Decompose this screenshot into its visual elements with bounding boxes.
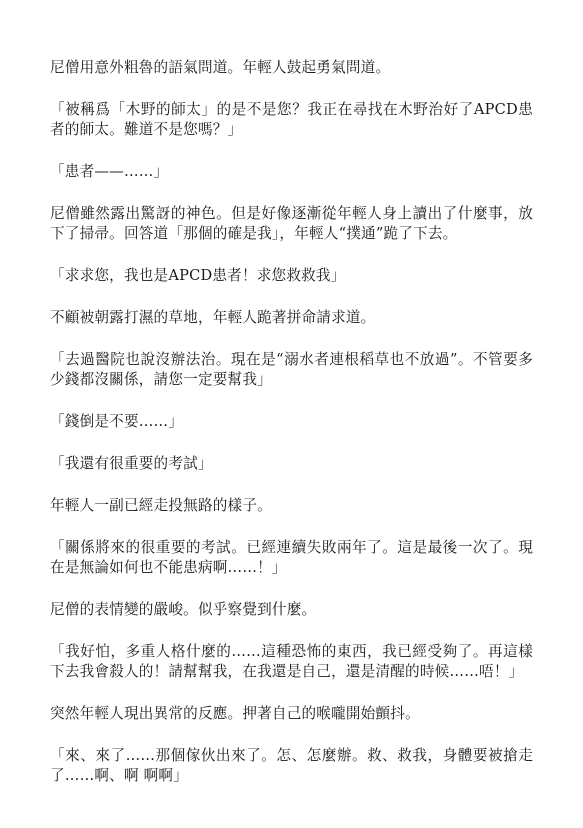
paragraph: 「我還有很重要的考試」 (50, 455, 213, 472)
paragraph: 「我好怕，多重人格什麼的……這種恐怖的東西，我已經受夠了。再這樣下去我會殺人的！請幫幫我，在我還是自己，還是清醒的時候……唔！」 (50, 643, 533, 680)
paragraph: 年輕人一副已經走投無路的樣子。 (50, 497, 272, 514)
paragraph: 「關係將來的很重要的考試。已經連續失敗兩年了。這是最後一次了。現在是無論如何也不能患病啊……！」 (50, 539, 533, 576)
paragraph: 尼僧的表情變的嚴峻。似乎察覺到什麼。 (50, 601, 317, 618)
paragraph: 「求求您，我也是APCD患者！求您救救我」 (50, 267, 346, 284)
document-page (50, 58, 533, 808)
paragraph: 「去過醫院也說沒辦法治。現在是“溺水者連根稻草也不放過”。不管要多少錢都沒關係，請您一定要幫我」 (50, 351, 533, 388)
paragraph: 「來、來了……那個傢伙出來了。怎、怎麼辦。救、救我，身體要被搶走了……啊、啊 啊啊」 (50, 747, 533, 784)
paragraph: 「錢倒是不要……」 (50, 413, 184, 430)
paragraph: 「被稱爲「木野的師太」的是不是您？我正在尋找在木野治好了APCD患者的師太。難道不是您嗎？」 (50, 101, 533, 138)
paragraph: 尼僧用意外粗魯的語氣問道。年輕人鼓起勇氣問道。 (50, 59, 391, 76)
paragraph: 「患者——……」 (50, 163, 169, 180)
paragraph: 突然年輕人現出異常的反應。押著自己的喉嚨開始顫抖。 (50, 705, 420, 722)
paragraph: 尼僧雖然露出驚訝的神色。但是好像逐漸從年輕人身上讀出了什麼事，放下了掃帚。回答道「那個的確是我」，年輕人“撲通”跪了下去。 (50, 205, 533, 242)
paragraph: 不顧被朝露打濕的草地，年輕人跪著拼命請求道。 (50, 309, 376, 326)
